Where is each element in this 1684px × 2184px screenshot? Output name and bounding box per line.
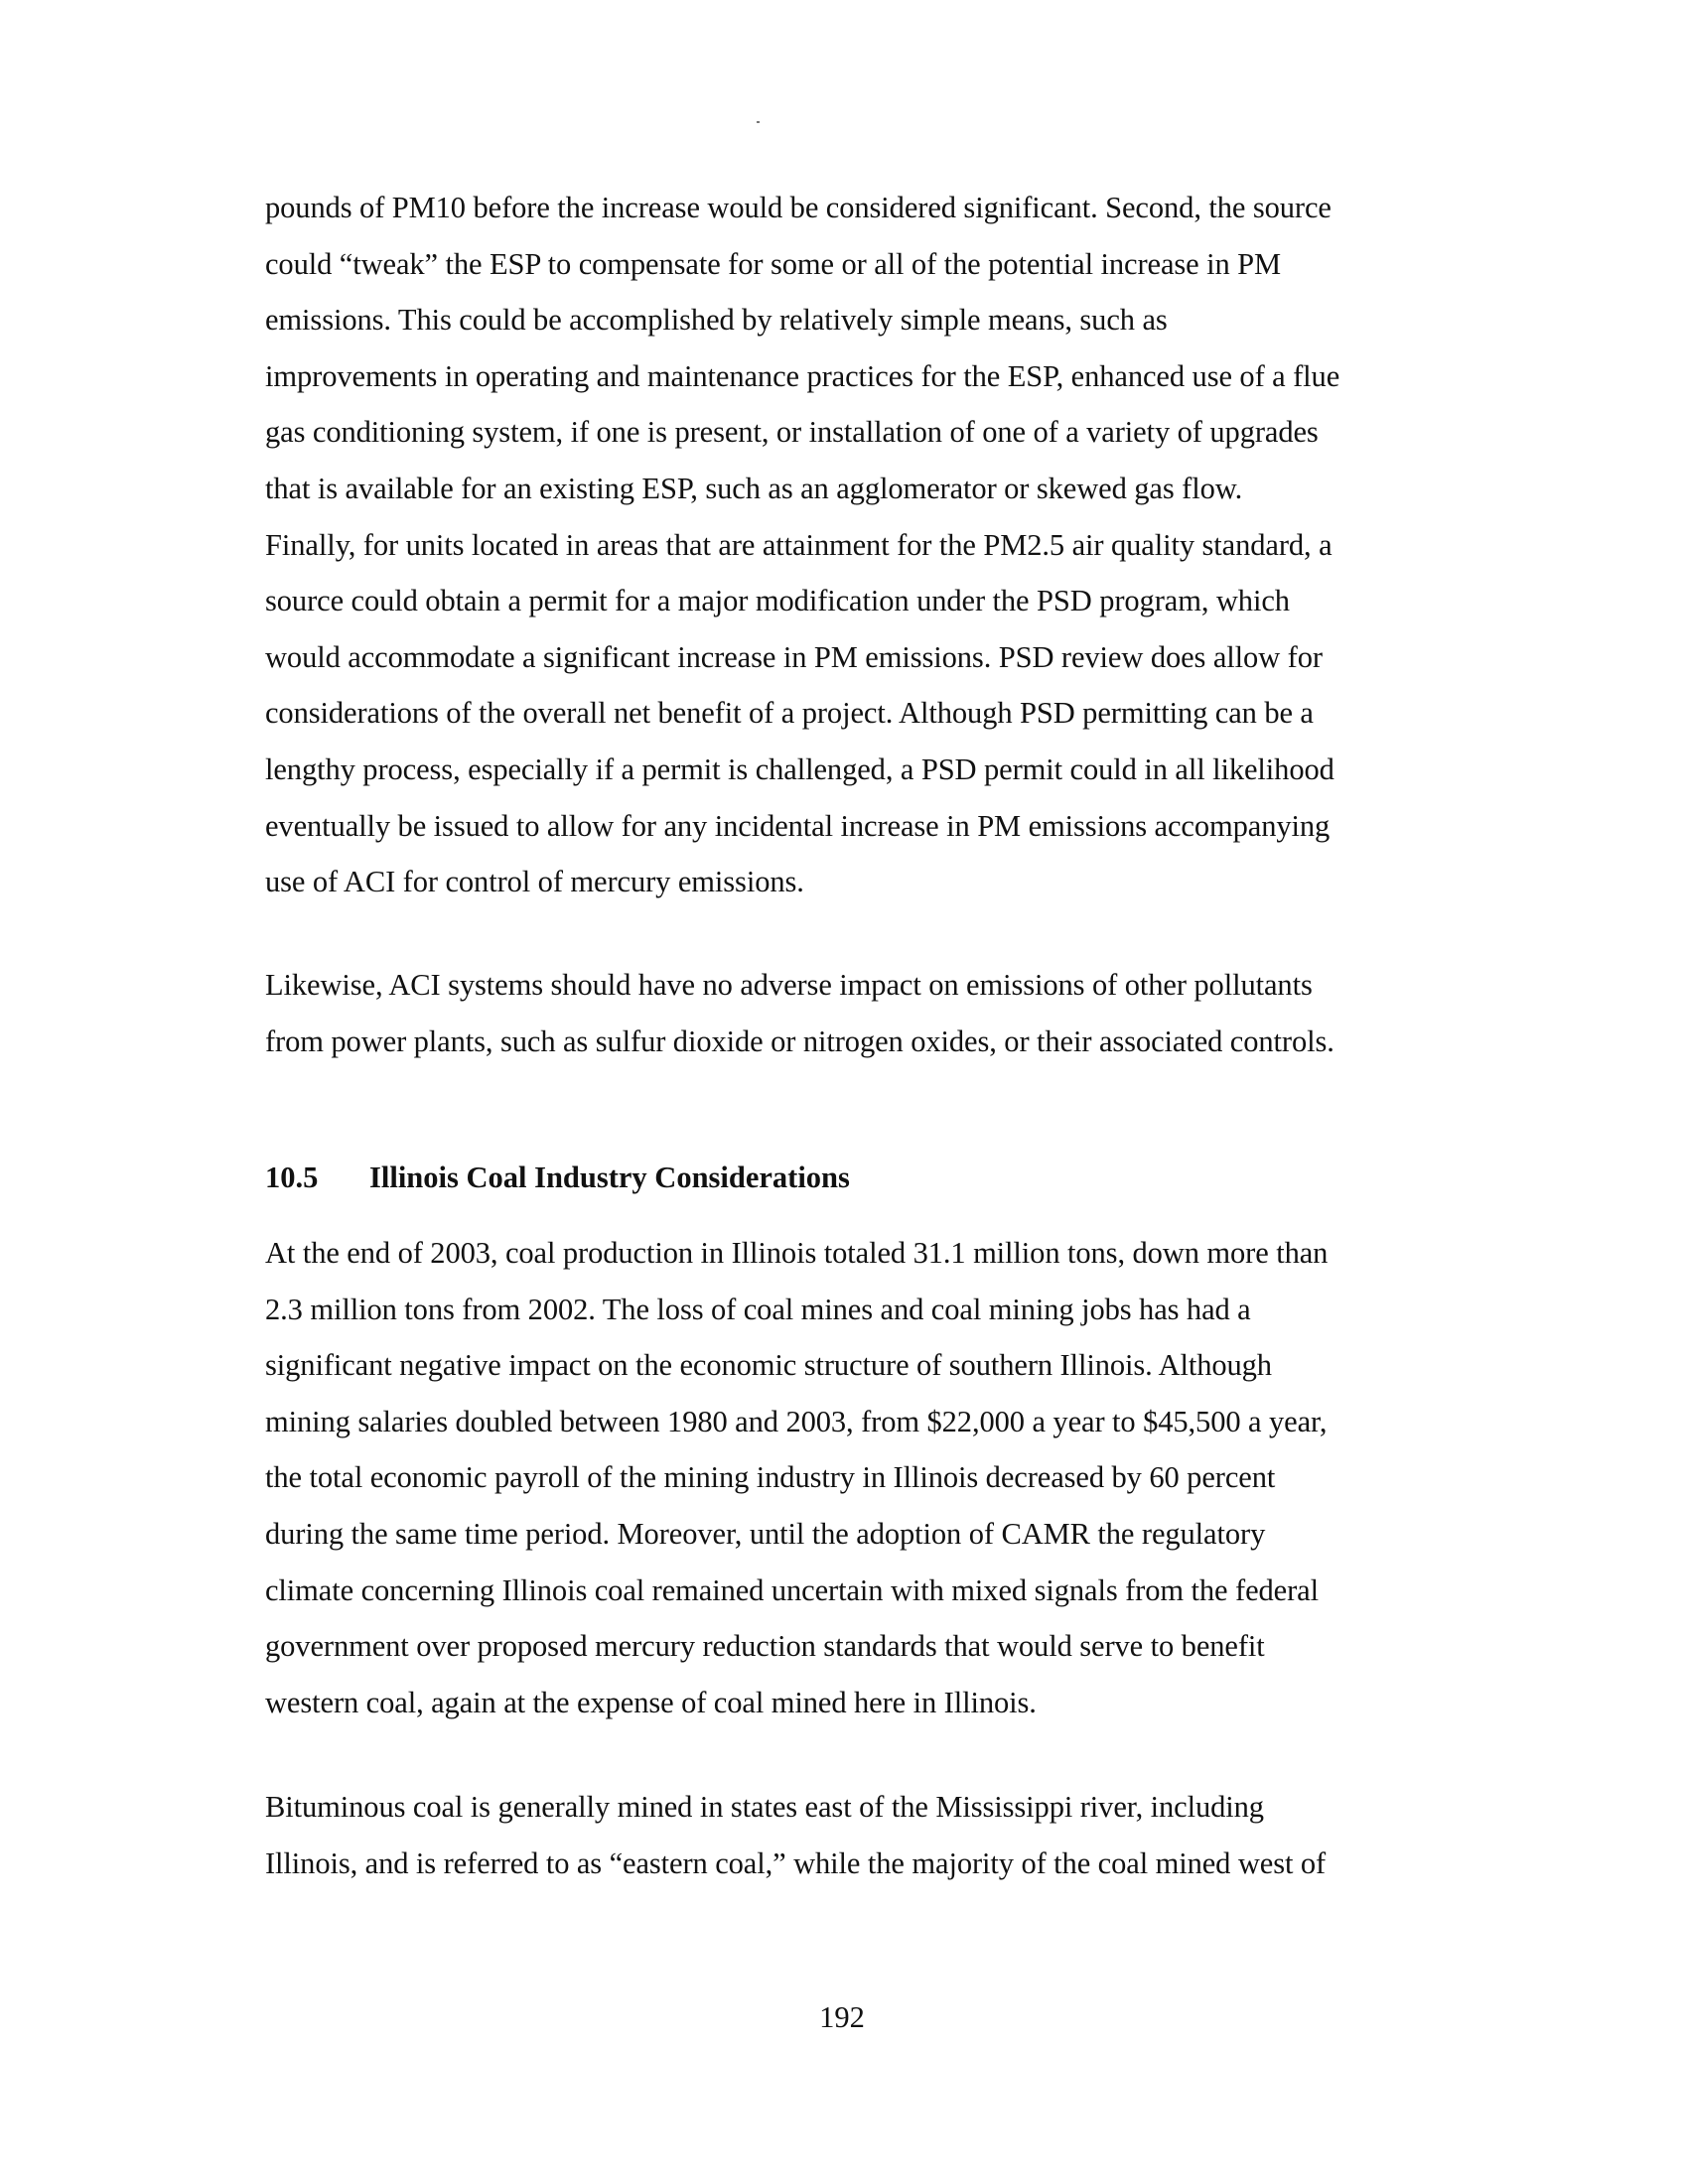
text-line: 2.3 million tons from 2002. The loss of coal mines and coal mining jobs has had a — [265, 1292, 1251, 1326]
text-line: Likewise, ACI systems should have no adverse impact on emissions of other pollutants — [265, 968, 1313, 1002]
text-line: that is available for an existing ESP, such as an agglomerator or skewed gas flow. — [265, 471, 1243, 505]
scan-speck — [757, 121, 760, 123]
section-number: 10.5 — [265, 1160, 319, 1194]
text-line: could “tweak” the ESP to compensate for some or all of the potential increase in PM — [265, 246, 1282, 281]
text-line: Illinois, and is referred to as “eastern coal,” while the majority of the coal mined west of — [265, 1845, 1327, 1880]
paragraph-other-pollutants — [265, 957, 1437, 1069]
text-line: gas conditioning system, if one is present, or installation of one of a variety of upgrades — [265, 415, 1319, 450]
text-line: climate concerning Illinois coal remained uncertain with mixed signals from the federal — [265, 1572, 1319, 1607]
text-line: source could obtain a permit for a major modification under the PSD program, which — [265, 584, 1290, 618]
paragraph-psd-options — [265, 180, 1437, 910]
text-line: lengthy process, especially if a permit is challenged, a PSD permit could in all likelihood — [265, 751, 1334, 786]
text-line: improvements in operating and maintenance practices for the ESP, enhanced use of a flue — [265, 358, 1340, 393]
text-line: significant negative impact on the economic structure of southern Illinois. Although — [265, 1348, 1272, 1383]
text-line: during the same time period. Moreover, until the adoption of CAMR the regulatory — [265, 1516, 1266, 1551]
paragraph-bituminous-coal — [265, 1779, 1437, 1891]
text-line: Bituminous coal is generally mined in states east of the Mississippi river, including — [265, 1790, 1264, 1824]
section-heading — [265, 1158, 850, 1197]
text-line: would accommodate a significant increase in PM emissions. PSD review does allow for — [265, 639, 1323, 674]
text-line: from power plants, such as sulfur dioxide or nitrogen oxides, or their associated controls. — [265, 1024, 1334, 1058]
text-line: pounds of PM10 before the increase would be considered significant. Second, the source — [265, 191, 1332, 224]
paragraph-coal-production — [265, 1225, 1437, 1730]
text-line: western coal, again at the expense of coal mined here in Illinois. — [265, 1685, 1037, 1719]
text-line: mining salaries doubled between 1980 and 2003, from $22,000 a year to $45,500 a year, — [265, 1404, 1328, 1438]
text-line: considerations of the overall net benefit of a project. Although PSD permitting can be a — [265, 696, 1314, 731]
text-line: At the end of 2003, coal production in Illinois totaled 31.1 million tons, down more than — [265, 1236, 1329, 1270]
text-line: Finally, for units located in areas that are attainment for the PM2.5 air quality standard, a — [265, 527, 1333, 562]
text-line: eventually be issued to allow for any incidental increase in PM emissions accompanying — [265, 808, 1331, 843]
text-line: government over proposed mercury reduction standards that would serve to benefit — [265, 1629, 1265, 1664]
page-number: 192 — [819, 2000, 865, 2034]
section-title: Illinois Coal Industry Considerations — [369, 1160, 850, 1194]
text-line: the total economic payroll of the mining industry in Illinois decreased by 60 percent — [265, 1460, 1276, 1495]
text-line: use of ACI for control of mercury emissions. — [265, 865, 804, 899]
text-line: emissions. This could be accomplished by relatively simple means, such as — [265, 303, 1168, 338]
